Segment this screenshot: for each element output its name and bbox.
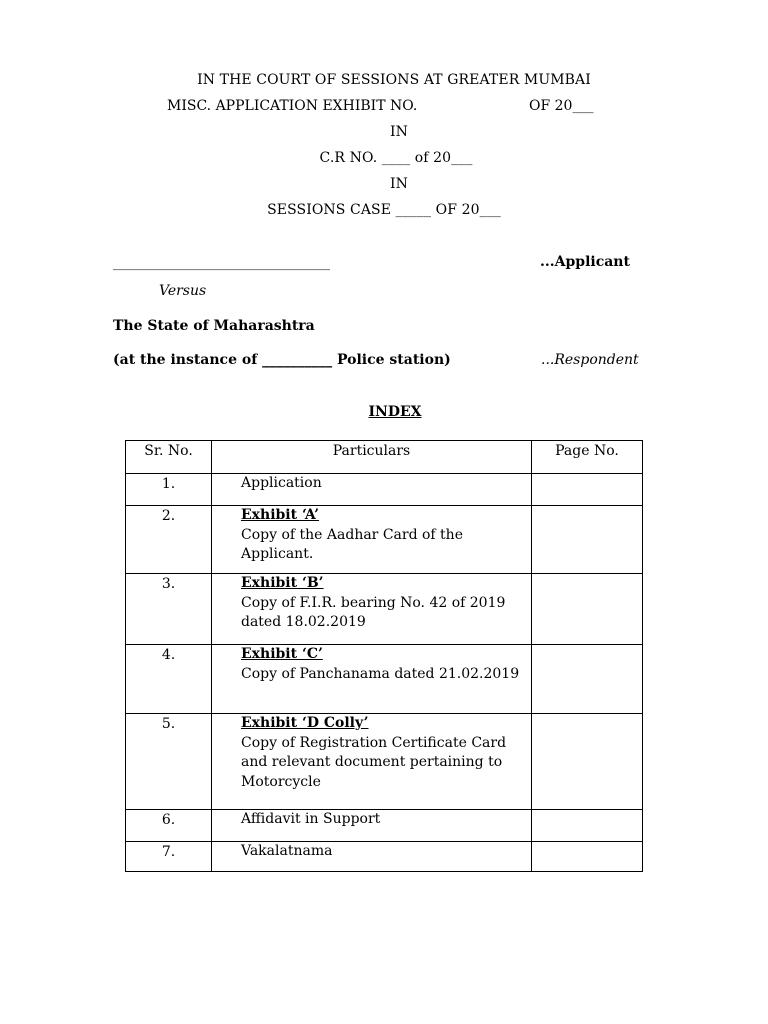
- table-row: [126, 506, 643, 574]
- exhibit-label: Exhibit ‘C’: [241, 646, 323, 662]
- cr-number-line: C.R NO. ____ of 20___: [319, 150, 473, 166]
- table-row: [126, 574, 643, 645]
- particulars-text: Copy of Panchanama dated 21.02.2019: [241, 665, 520, 682]
- row-particulars: [212, 574, 532, 645]
- row-sr-no: 7.: [126, 842, 212, 872]
- table-row: [126, 810, 643, 842]
- row-page-no: [532, 810, 643, 842]
- particulars-text: Copy of Registration Certificate Card and relevant document pertaining to Motorcycle: [241, 734, 507, 790]
- row-sr-no: 2.: [126, 506, 212, 574]
- header-particulars: Particulars: [212, 441, 532, 474]
- row-particulars: [212, 810, 532, 842]
- respondent-label: ...Respondent: [541, 352, 639, 368]
- row-particulars: [212, 645, 532, 714]
- row-particulars: [212, 474, 532, 506]
- row-sr-no: 5.: [126, 714, 212, 810]
- table-row: [126, 474, 643, 506]
- row-particulars: [212, 842, 532, 872]
- table-row: [126, 842, 643, 872]
- index-title: INDEX: [368, 404, 422, 420]
- row-sr-no: 4.: [126, 645, 212, 714]
- table-row: [126, 714, 643, 810]
- row-sr-no: 3.: [126, 574, 212, 645]
- row-sr-no: 6.: [126, 810, 212, 842]
- exhibit-label: Exhibit ‘B’: [241, 575, 324, 591]
- index-table: [125, 440, 643, 872]
- applicant-name-blank: _______________________________: [113, 255, 330, 271]
- particulars-text: Affidavit in Support: [241, 811, 381, 827]
- row-particulars: [212, 506, 532, 574]
- in-connector-1: IN: [390, 124, 408, 140]
- particulars-text: Copy of the Aadhar Card of the Applicant.: [241, 526, 463, 562]
- header-page-no: Page No.: [532, 441, 643, 474]
- exhibit-label: Exhibit ‘D Colly’: [241, 715, 369, 731]
- row-page-no: [532, 574, 643, 645]
- versus-label: Versus: [159, 283, 207, 299]
- misc-application-year: OF 20___: [529, 98, 594, 114]
- row-page-no: [532, 474, 643, 506]
- applicant-label: ...Applicant: [540, 254, 630, 270]
- particulars-text: Application: [241, 475, 322, 491]
- row-page-no: [532, 645, 643, 714]
- row-particulars: [212, 714, 532, 810]
- row-page-no: [532, 506, 643, 574]
- header-sr-no: Sr. No.: [126, 441, 212, 474]
- table-row: [126, 645, 643, 714]
- index-header-row: [126, 441, 643, 474]
- row-page-no: [532, 842, 643, 872]
- respondent-instance: (at the instance of __________ Police station): [113, 352, 451, 368]
- particulars-text: Vakalatnama: [241, 843, 333, 859]
- respondent-name: The State of Maharashtra: [113, 318, 315, 334]
- court-title: IN THE COURT OF SESSIONS AT GREATER MUMBAI: [197, 72, 591, 88]
- row-page-no: [532, 714, 643, 810]
- sessions-case-line: SESSIONS CASE _____ OF 20___: [267, 202, 501, 218]
- particulars-text: Copy of F.I.R. bearing No. 42 of 2019 dated 18.02.2019: [241, 594, 506, 630]
- in-connector-2: IN: [390, 176, 408, 192]
- exhibit-label: Exhibit ‘A’: [241, 507, 319, 523]
- row-sr-no: 1.: [126, 474, 212, 506]
- misc-application-label: MISC. APPLICATION EXHIBIT NO.: [167, 98, 418, 114]
